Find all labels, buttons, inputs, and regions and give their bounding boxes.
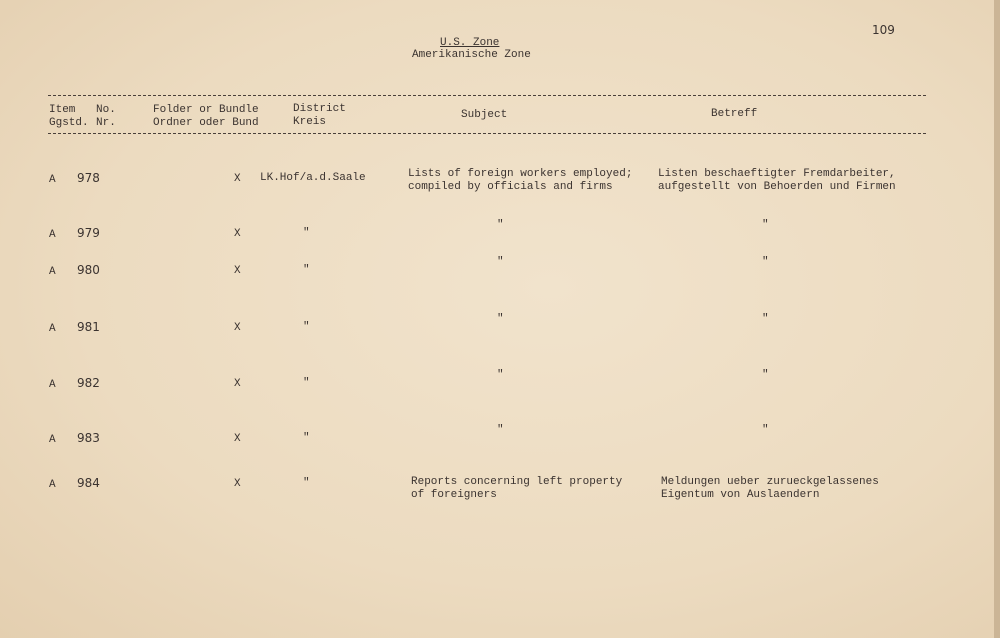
- row-item: A: [49, 379, 56, 391]
- row-no: 980: [77, 263, 100, 277]
- col-district-en: District: [293, 103, 346, 115]
- row-item: A: [49, 229, 56, 241]
- row-district: ": [303, 321, 310, 333]
- row-district: ": [303, 477, 310, 489]
- col-no-en: No.: [96, 104, 116, 116]
- row-item: A: [49, 266, 56, 278]
- col-no-de: Nr.: [96, 117, 116, 129]
- row-item: A: [49, 174, 56, 186]
- row-no: 982: [77, 376, 100, 390]
- row-subject-line: Reports concerning left property: [411, 476, 623, 488]
- row-no: 983: [77, 431, 100, 445]
- header-bottom-rule: [48, 133, 926, 134]
- col-folder-en: Folder or Bundle: [153, 104, 259, 116]
- row-subject-line: ": [497, 369, 504, 381]
- row-item: A: [49, 323, 56, 335]
- row-folder: X: [234, 228, 241, 240]
- col-item-en: Item: [49, 104, 76, 116]
- page-edge: [994, 0, 1000, 638]
- header-title: U.S. Zone: [440, 37, 500, 49]
- col-item-de: Ggstd.: [49, 117, 89, 129]
- row-subject-line: Lists of foreign workers employed;: [408, 168, 633, 180]
- row-subject-line: ": [497, 256, 504, 268]
- page-number: 109: [872, 23, 895, 37]
- row-no: 984: [77, 476, 100, 490]
- row-betreff-line: aufgestellt von Behoerden und Firmen: [658, 181, 896, 193]
- row-folder: X: [234, 433, 241, 445]
- row-betreff-line: Listen beschaeftigter Fremdarbeiter,: [658, 168, 896, 180]
- row-district: ": [303, 264, 310, 276]
- row-folder: X: [234, 378, 241, 390]
- row-betreff-line: ": [762, 369, 769, 381]
- col-subject: Subject: [461, 109, 508, 121]
- row-betreff-line: ": [762, 313, 769, 325]
- row-betreff-line: ": [762, 424, 769, 436]
- row-betreff-line: Meldungen ueber zurueckgelassenes: [661, 476, 879, 488]
- row-no: 981: [77, 320, 100, 334]
- row-subject-line: ": [497, 219, 504, 231]
- row-item: A: [49, 479, 56, 491]
- row-folder: X: [234, 478, 241, 490]
- row-subject-line: ": [497, 313, 504, 325]
- row-subject-line: of foreigners: [411, 489, 497, 501]
- row-betreff-line: ": [762, 219, 769, 231]
- row-subject-line: compiled by officials and firms: [408, 181, 613, 193]
- row-no: 979: [77, 226, 100, 240]
- col-betreff: Betreff: [711, 108, 758, 120]
- row-folder: X: [234, 322, 241, 334]
- row-folder: X: [234, 265, 241, 277]
- row-district: ": [303, 432, 310, 444]
- header-subtitle: Amerikanische Zone: [412, 49, 531, 61]
- row-item: A: [49, 434, 56, 446]
- row-district: LK.Hof/a.d.Saale: [260, 172, 366, 184]
- row-district: ": [303, 227, 310, 239]
- row-betreff-line: Eigentum von Auslaendern: [661, 489, 820, 501]
- row-no: 978: [77, 171, 100, 185]
- col-district-de: Kreis: [293, 116, 327, 128]
- row-district: ": [303, 377, 310, 389]
- row-subject-line: ": [497, 424, 504, 436]
- row-betreff-line: ": [762, 256, 769, 268]
- row-folder: X: [234, 173, 241, 185]
- col-folder-de: Ordner oder Bund: [153, 117, 259, 129]
- header-top-rule: [48, 95, 926, 96]
